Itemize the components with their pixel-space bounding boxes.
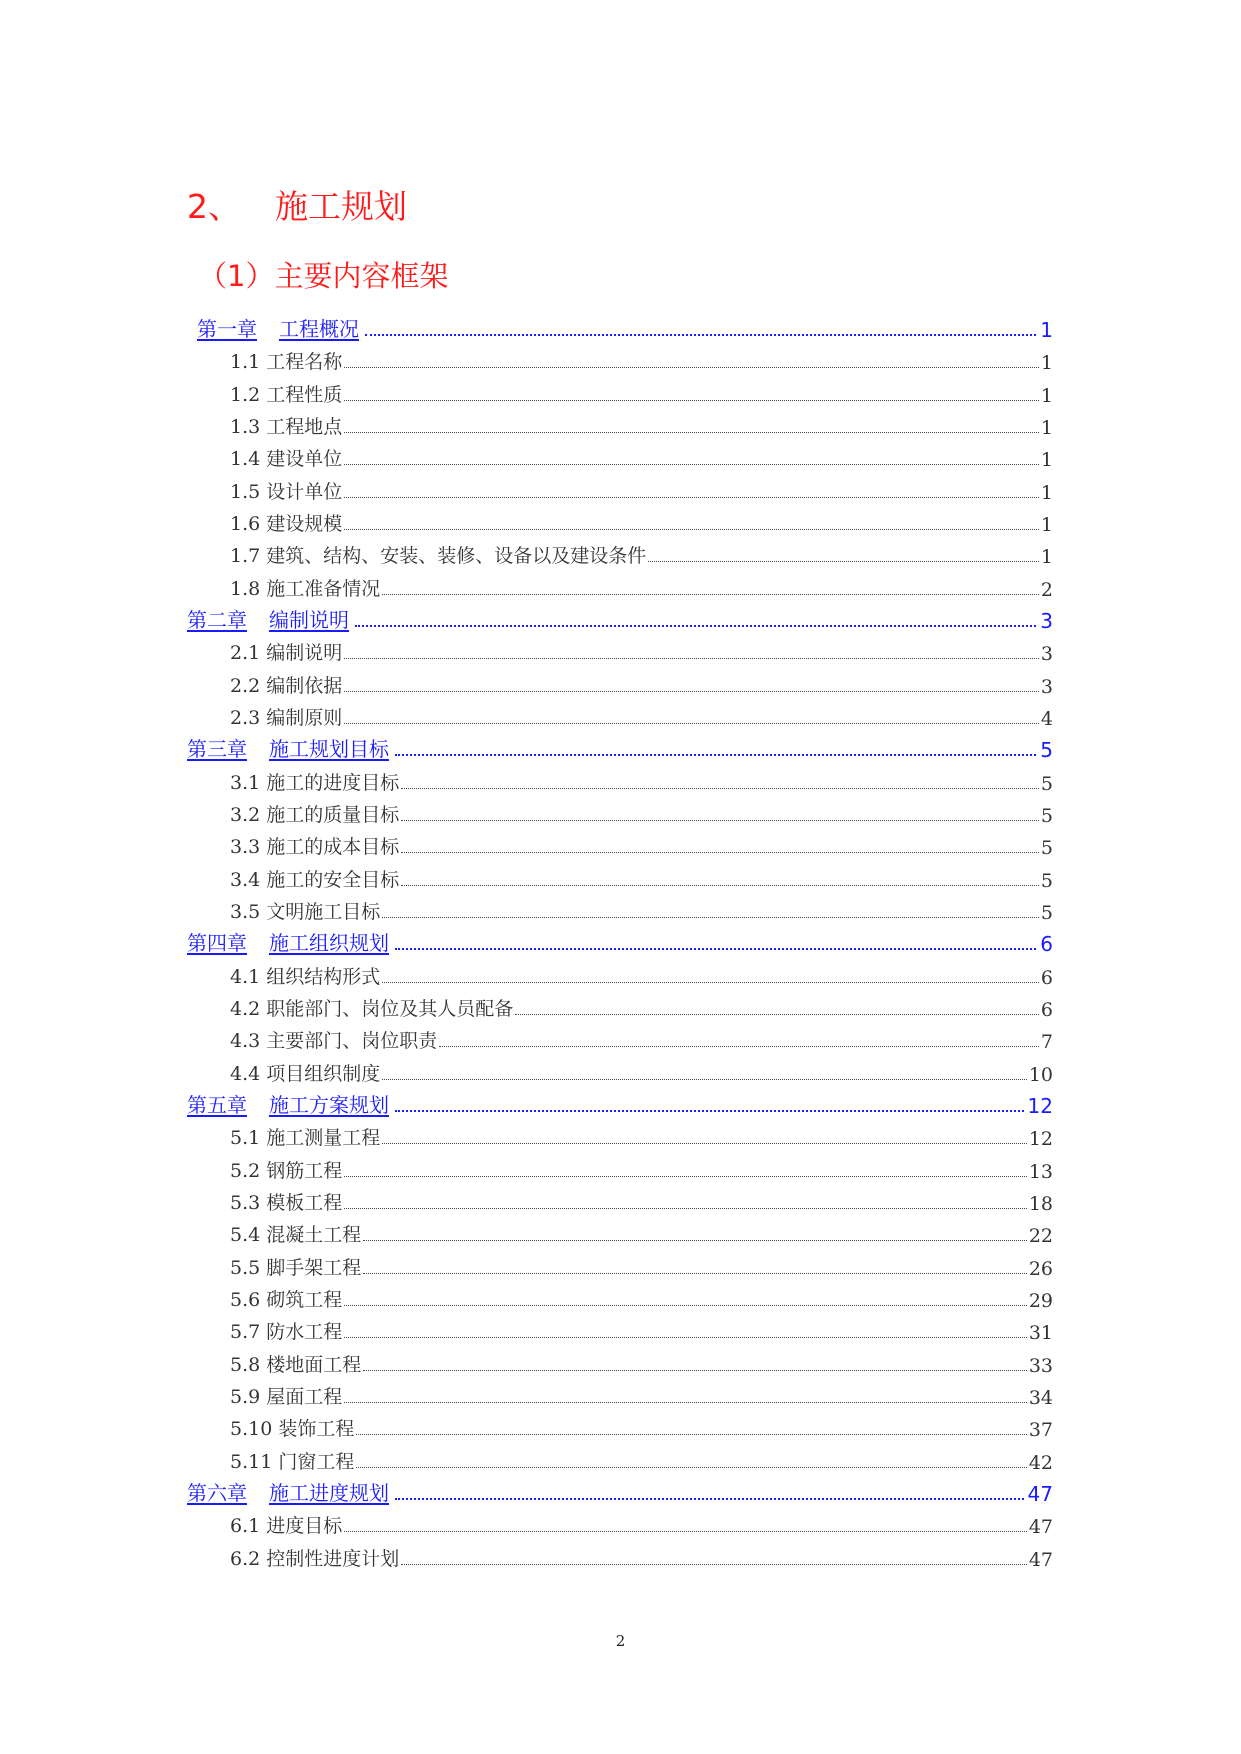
toc-section-title[interactable]: 6.2 控制性进度计划	[230, 1548, 400, 1570]
toc-page-number: 47	[1028, 1516, 1053, 1538]
toc-section-entry[interactable]	[230, 959, 1053, 989]
toc-section-title[interactable]: 3.2 施工的质量目标	[230, 804, 400, 826]
toc-dot-leader	[344, 1337, 1027, 1338]
toc-page-number: 13	[1028, 1161, 1053, 1183]
toc-dot-leader	[401, 1564, 1027, 1565]
toc-section-title[interactable]: 1.2 工程性质	[230, 384, 343, 406]
toc-section-entry[interactable]	[230, 1347, 1053, 1377]
toc-dot-leader	[395, 1498, 1024, 1500]
toc-dot-leader	[344, 529, 1039, 530]
toc-section-entry[interactable]	[230, 829, 1053, 859]
toc-section-entry[interactable]	[230, 1444, 1053, 1474]
toc-page-number: 34	[1028, 1387, 1053, 1409]
toc-page-number: 5	[1040, 805, 1053, 827]
toc-section-entry[interactable]	[230, 1314, 1053, 1344]
subsection-heading: （1）主要内容框架	[198, 259, 449, 293]
toc-chapter-title[interactable]	[187, 1089, 389, 1118]
toc-section-title[interactable]: 3.4 施工的安全目标	[230, 869, 400, 891]
toc-page-number: 5	[1040, 902, 1053, 924]
toc-section-entry[interactable]	[230, 571, 1053, 601]
toc-section-title[interactable]: 5.5 脚手架工程	[230, 1257, 362, 1279]
toc-section-entry[interactable]	[230, 344, 1053, 374]
toc-section-title[interactable]: 1.7 建筑、结构、安装、装修、设备以及建设条件	[230, 545, 647, 567]
toc-dot-leader	[344, 464, 1039, 465]
toc-section-entry[interactable]	[230, 797, 1053, 827]
toc-dot-leader	[356, 1467, 1026, 1468]
toc-dot-leader	[401, 885, 1039, 886]
toc-section-entry[interactable]	[230, 1411, 1053, 1441]
toc-section-title[interactable]: 3.1 施工的进度目标	[230, 772, 400, 794]
toc-section-title[interactable]: 1.6 建设规模	[230, 513, 343, 535]
toc-page-number: 1	[1040, 352, 1053, 374]
toc-page-number: 12	[1027, 1094, 1053, 1118]
toc-section-title[interactable]: 1.4 建设单位	[230, 448, 343, 470]
toc-dot-leader	[439, 1046, 1039, 1047]
toc-dot-leader	[395, 1110, 1024, 1112]
toc-chapter-name[interactable]: 编制说明	[269, 608, 349, 632]
toc-page-number: 6	[1040, 932, 1053, 956]
toc-dot-leader	[395, 948, 1036, 950]
toc-section-title[interactable]: 5.7 防水工程	[230, 1321, 343, 1343]
toc-section-title[interactable]: 5.8 楼地面工程	[230, 1354, 362, 1376]
toc-page-number: 5	[1040, 773, 1053, 795]
toc-page-number: 42	[1028, 1452, 1053, 1474]
toc-dot-leader	[344, 432, 1039, 433]
toc-page-number: 26	[1028, 1258, 1053, 1280]
toc-dot-leader	[344, 723, 1039, 724]
toc-dot-leader	[515, 1014, 1039, 1015]
toc-dot-leader	[365, 334, 1036, 336]
toc-page-number: 37	[1028, 1419, 1053, 1441]
toc-page-number: 5	[1040, 870, 1053, 892]
toc-chapter-title[interactable]	[187, 733, 389, 762]
toc-section-title[interactable]: 2.3 编制原则	[230, 707, 343, 729]
toc-section-title[interactable]: 5.1 施工测量工程	[230, 1127, 381, 1149]
toc-dot-leader	[363, 1240, 1027, 1241]
toc-chapter-title[interactable]	[197, 313, 359, 342]
toc-page-number: 1	[1040, 318, 1053, 342]
toc-section-entry[interactable]	[230, 441, 1053, 471]
toc-dot-leader	[363, 1273, 1027, 1274]
toc-section-title[interactable]: 1.5 设计单位	[230, 481, 343, 503]
toc-dot-leader	[344, 1208, 1027, 1209]
toc-section-entry[interactable]	[230, 1023, 1053, 1053]
toc-section-title[interactable]: 5.2 钢筋工程	[230, 1160, 343, 1182]
toc-section-title[interactable]: 1.3 工程地点	[230, 416, 343, 438]
toc-section-entry[interactable]	[230, 894, 1053, 924]
toc-page-number: 47	[1028, 1549, 1053, 1571]
toc-page-number: 1	[1040, 417, 1053, 439]
toc-chapter-label[interactable]: 第五章	[187, 1093, 247, 1117]
toc-dot-leader	[382, 917, 1039, 918]
toc-chapter-name[interactable]: 施工方案规划	[269, 1093, 389, 1117]
toc-dot-leader	[401, 788, 1039, 789]
toc-dot-leader	[344, 658, 1039, 659]
toc-section-title[interactable]: 5.6 砌筑工程	[230, 1289, 343, 1311]
toc-page-number: 1	[1040, 482, 1053, 504]
toc-section-title[interactable]: 2.2 编制依据	[230, 675, 343, 697]
toc-chapter-label[interactable]: 第四章	[187, 931, 247, 955]
toc-dot-leader	[344, 1305, 1027, 1306]
toc-dot-leader	[395, 754, 1036, 756]
toc-dot-leader	[363, 1370, 1027, 1371]
toc-chapter-link[interactable]	[187, 926, 1053, 956]
toc-dot-leader	[344, 497, 1039, 498]
toc-dot-leader	[356, 1434, 1026, 1435]
toc-dot-leader	[355, 625, 1036, 627]
toc-page-number: 6	[1040, 999, 1053, 1021]
toc-chapter-title[interactable]	[187, 604, 349, 633]
toc-section-title[interactable]: 6.1 进度目标	[230, 1515, 343, 1537]
page-number-footer: 2	[615, 1632, 626, 1650]
toc-section-title[interactable]: 5.10 装饰工程	[230, 1418, 355, 1440]
toc-section-entry[interactable]	[230, 1153, 1053, 1183]
toc-section-title[interactable]: 5.4 混凝土工程	[230, 1224, 362, 1246]
toc-dot-leader	[401, 820, 1039, 821]
toc-section-entry[interactable]	[230, 1379, 1053, 1409]
toc-page-number: 1	[1040, 546, 1053, 568]
toc-section-title[interactable]: 2.1 编制说明	[230, 642, 343, 664]
toc-page-number: 6	[1040, 967, 1053, 989]
toc-section-title[interactable]: 1.1 工程名称	[230, 351, 343, 373]
toc-page-number: 3	[1040, 643, 1053, 665]
toc-section-entry[interactable]	[230, 991, 1053, 1021]
toc-page-number: 22	[1028, 1225, 1053, 1247]
toc-dot-leader	[344, 367, 1039, 368]
toc-chapter-name[interactable]: 工程概况	[279, 317, 359, 341]
toc-page-number: 4	[1040, 708, 1053, 730]
toc-section-entry[interactable]	[230, 1508, 1053, 1538]
toc-section-entry[interactable]	[230, 506, 1053, 536]
toc-page-number: 5	[1040, 837, 1053, 859]
section-heading-number: 2、	[187, 187, 241, 226]
toc-section-entry[interactable]	[230, 635, 1053, 665]
toc-chapter-name[interactable]: 施工组织规划	[269, 931, 389, 955]
toc-section-entry[interactable]	[230, 1217, 1053, 1247]
toc-page-number: 47	[1027, 1482, 1053, 1506]
toc-page-number: 31	[1028, 1322, 1053, 1344]
toc-chapter-title[interactable]	[187, 1477, 389, 1506]
toc-section-entry[interactable]	[230, 409, 1053, 439]
toc-dot-leader	[344, 1531, 1027, 1532]
toc-dot-leader	[344, 1402, 1027, 1403]
toc-page-number: 1	[1040, 514, 1053, 536]
toc-chapter-title[interactable]	[187, 927, 389, 956]
toc-section-entry[interactable]	[230, 1120, 1053, 1150]
toc-section-entry[interactable]	[230, 1282, 1053, 1312]
section-heading-title: 施工规划	[275, 187, 407, 226]
toc-page-number: 33	[1028, 1355, 1053, 1377]
section-heading	[187, 187, 407, 226]
toc-section-entry[interactable]	[230, 474, 1053, 504]
toc-dot-leader	[382, 982, 1039, 983]
toc-section-entry[interactable]	[230, 765, 1053, 795]
toc-chapter-name[interactable]: 施工规划目标	[269, 737, 389, 761]
toc-section-entry[interactable]	[230, 1541, 1053, 1571]
toc-section-entry[interactable]	[230, 668, 1053, 698]
toc-dot-leader	[401, 852, 1039, 853]
toc-section-title[interactable]: 1.8 施工准备情况	[230, 578, 381, 600]
toc-page-number: 18	[1028, 1193, 1053, 1215]
toc-dot-leader	[382, 1079, 1027, 1080]
toc-dot-leader	[344, 400, 1039, 401]
toc-chapter-label[interactable]: 第一章	[197, 317, 257, 341]
toc-dot-leader	[382, 594, 1039, 595]
toc-section-title[interactable]: 4.3 主要部门、岗位职责	[230, 1030, 438, 1052]
toc-section-entry[interactable]	[230, 700, 1053, 730]
toc-section-entry[interactable]	[230, 1250, 1053, 1280]
toc-section-title[interactable]: 4.2 职能部门、岗位及其人员配备	[230, 998, 514, 1020]
toc-chapter-label[interactable]: 第六章	[187, 1481, 247, 1505]
toc-section-title[interactable]: 5.11 门窗工程	[230, 1451, 355, 1473]
toc-page-number: 3	[1040, 609, 1053, 633]
toc-section-title[interactable]: 5.3 模板工程	[230, 1192, 343, 1214]
toc-section-title[interactable]: 4.4 项目组织制度	[230, 1063, 381, 1085]
toc-section-entry[interactable]	[230, 538, 1053, 568]
toc-page-number: 1	[1040, 449, 1053, 471]
toc-chapter-link[interactable]	[187, 1476, 1053, 1506]
toc-chapter-label[interactable]: 第三章	[187, 737, 247, 761]
toc-page-number: 1	[1040, 385, 1053, 407]
toc-dot-leader	[344, 691, 1039, 692]
toc-page-number: 5	[1040, 738, 1053, 762]
toc-chapter-name[interactable]: 施工进度规划	[269, 1481, 389, 1505]
toc-section-entry[interactable]	[230, 1056, 1053, 1086]
toc-page-number: 10	[1028, 1064, 1053, 1086]
toc-section-entry[interactable]	[230, 377, 1053, 407]
toc-chapter-link[interactable]	[197, 312, 1053, 342]
toc-chapter-link[interactable]	[187, 603, 1053, 633]
toc-section-title[interactable]: 4.1 组织结构形式	[230, 966, 381, 988]
toc-chapter-link[interactable]	[187, 732, 1053, 762]
toc-section-entry[interactable]	[230, 1185, 1053, 1215]
toc-page-number: 7	[1040, 1031, 1053, 1053]
toc-section-title[interactable]: 3.3 施工的成本目标	[230, 836, 400, 858]
toc-dot-leader	[382, 1143, 1027, 1144]
toc-dot-leader	[648, 561, 1039, 562]
toc-page-number: 12	[1028, 1128, 1053, 1150]
toc-page-number: 2	[1040, 579, 1053, 601]
toc-chapter-label[interactable]: 第二章	[187, 608, 247, 632]
toc-page-number: 29	[1028, 1290, 1053, 1312]
toc-section-title[interactable]: 5.9 屋面工程	[230, 1386, 343, 1408]
toc-section-entry[interactable]	[230, 862, 1053, 892]
toc-section-title[interactable]: 3.5 文明施工目标	[230, 901, 381, 923]
toc-page-number: 3	[1040, 676, 1053, 698]
toc-dot-leader	[344, 1176, 1027, 1177]
toc-chapter-link[interactable]	[187, 1088, 1053, 1118]
